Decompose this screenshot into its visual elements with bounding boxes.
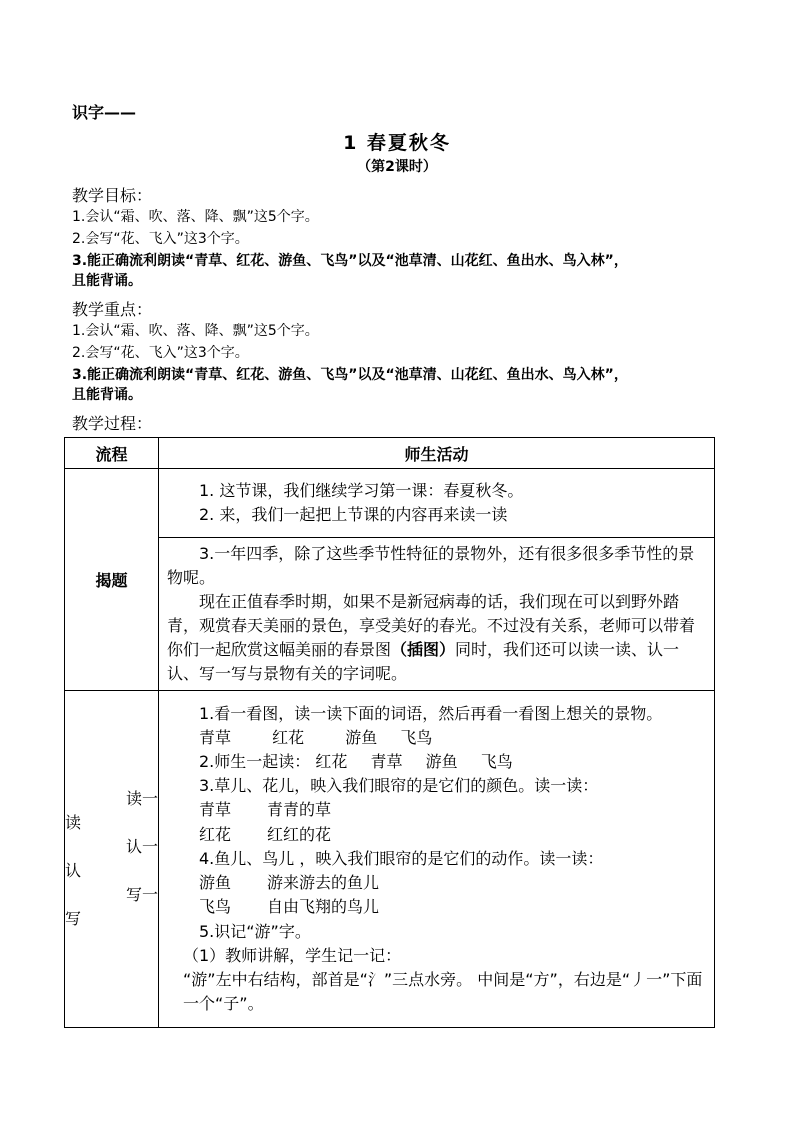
- table-header-row: [65, 438, 715, 469]
- word: 飞鸟: [199, 897, 232, 917]
- activity-paragraph: “游”左中右结构，部首是“氵”三点水旁。 中间是“方”，右边是“丿一”下面一个“子”。: [183, 969, 703, 1014]
- stage-name-line: 认一: [125, 837, 158, 856]
- activity-line: 4.鱼儿、鸟儿 ，映入我们眼帘的是它们的动作。读一读：: [199, 848, 604, 868]
- word: 游鱼: [345, 727, 378, 747]
- activity-paragraph: 1.看一看图，读一读下面的词语，然后再看一看图上想关的景物。: [199, 703, 663, 723]
- table-row: [65, 691, 715, 1028]
- activity-cell: [159, 538, 715, 691]
- word-phrase: 红红的花: [267, 824, 332, 844]
- word-pair: [167, 871, 706, 895]
- process-heading: 教学过程：: [72, 414, 153, 433]
- table-row: [65, 538, 715, 691]
- word-pair: [167, 798, 706, 822]
- activity-line: 3.草儿、花儿，映入我们眼帘的是它们的颜色。读一读：: [199, 776, 599, 796]
- stage-name-line: 写: [65, 909, 82, 928]
- word-list: [167, 750, 706, 774]
- stage-name: 揭题: [65, 469, 159, 691]
- keypoint-item: 2.会写“花、飞入”这3个字。: [72, 345, 249, 361]
- word: 飞鸟: [400, 727, 433, 747]
- word: 青草: [370, 752, 403, 772]
- word: 红花: [272, 727, 305, 747]
- stage-name-line: 读一: [125, 789, 158, 808]
- goals-heading: 教学目标：: [72, 186, 153, 205]
- activity-paragraph: 3.一年四季，除了这些季节性特征的景物外，还有很多很多季节性的景物呢。: [167, 544, 695, 587]
- word-phrase: 游来游去的鱼儿: [267, 873, 380, 893]
- lesson-title: 1 春夏秋冬: [343, 132, 451, 154]
- stage-name-line: 读: [65, 813, 82, 832]
- word-pair: [167, 823, 706, 847]
- word-pair: [167, 895, 706, 919]
- activity-paragraph: [167, 590, 706, 686]
- word: 飞鸟: [480, 752, 513, 772]
- word-list: [167, 726, 706, 750]
- word: 游鱼: [425, 752, 458, 772]
- stage-name-line: 认: [65, 861, 82, 880]
- activity-text: 2.师生一起读：: [199, 752, 311, 772]
- keypoint-item: 且能背诵。: [72, 387, 142, 403]
- goal-item: 1.会认“霜、吹、落、降、飘”这5个字。: [72, 209, 319, 225]
- paragraph-text: 同时，我们还可以读一读、认一认、写一写与景物有关的字词呢。: [167, 640, 680, 683]
- goal-item: 且能背诵。: [72, 273, 142, 289]
- goal-item: 2.会写“花、飞入”这3个字。: [72, 231, 249, 247]
- word-phrase: 自由飞翔的鸟儿: [267, 897, 380, 917]
- word: 青草: [199, 727, 232, 747]
- activity-line: （1）教师讲解，学生记一记：: [183, 945, 402, 965]
- word: 游鱼: [199, 873, 232, 893]
- stage-name: [65, 691, 159, 1028]
- paragraph-emphasis: （插图）: [391, 640, 456, 659]
- goal-item: 3.能正确流利朗读“青草、红花、游鱼、飞鸟”以及“池草清、山花红、鱼出水、鸟入林”，: [72, 253, 628, 269]
- keypoint-item: 3.能正确流利朗读“青草、红花、游鱼、飞鸟”以及“池草清、山花红、鱼出水、鸟入林”，: [72, 367, 628, 383]
- word-phrase: 青青的草: [267, 800, 332, 820]
- unit-label: 识字——: [72, 103, 137, 122]
- activity-line: 1. 这节课，我们继续学习第一课：春夏秋冬。: [199, 481, 524, 500]
- column-header-activity: 师生活动: [159, 438, 715, 469]
- stage-name-line: 写一: [125, 885, 158, 904]
- activity-cell: [159, 691, 715, 1028]
- table-row: [65, 469, 715, 538]
- paragraph-text: 现在正值春季时期，如果不是新冠病毒的话，我们现在可以到野外踏青，观赏春天美丽的景色，享受美好的春光。不过没有关系，老师可以带着你们一起欣赏这幅美丽的春景图: [167, 592, 696, 659]
- lesson-subtitle: （第2课时）: [357, 159, 437, 175]
- word: 红花: [315, 752, 348, 772]
- keypoints-heading: 教学重点：: [72, 300, 153, 319]
- activity-cell: [159, 469, 715, 538]
- process-table: [64, 437, 715, 1028]
- word: 青草: [199, 800, 232, 820]
- activity-line: 5.识记“游”字。: [199, 921, 311, 941]
- activity-line: 2. 来，我们一起把上节课的内容再来读一读: [199, 505, 508, 524]
- word: 红花: [199, 824, 232, 844]
- column-header-flow: 流程: [65, 438, 159, 469]
- keypoint-item: 1.会认“霜、吹、落、降、飘”这5个字。: [72, 323, 319, 339]
